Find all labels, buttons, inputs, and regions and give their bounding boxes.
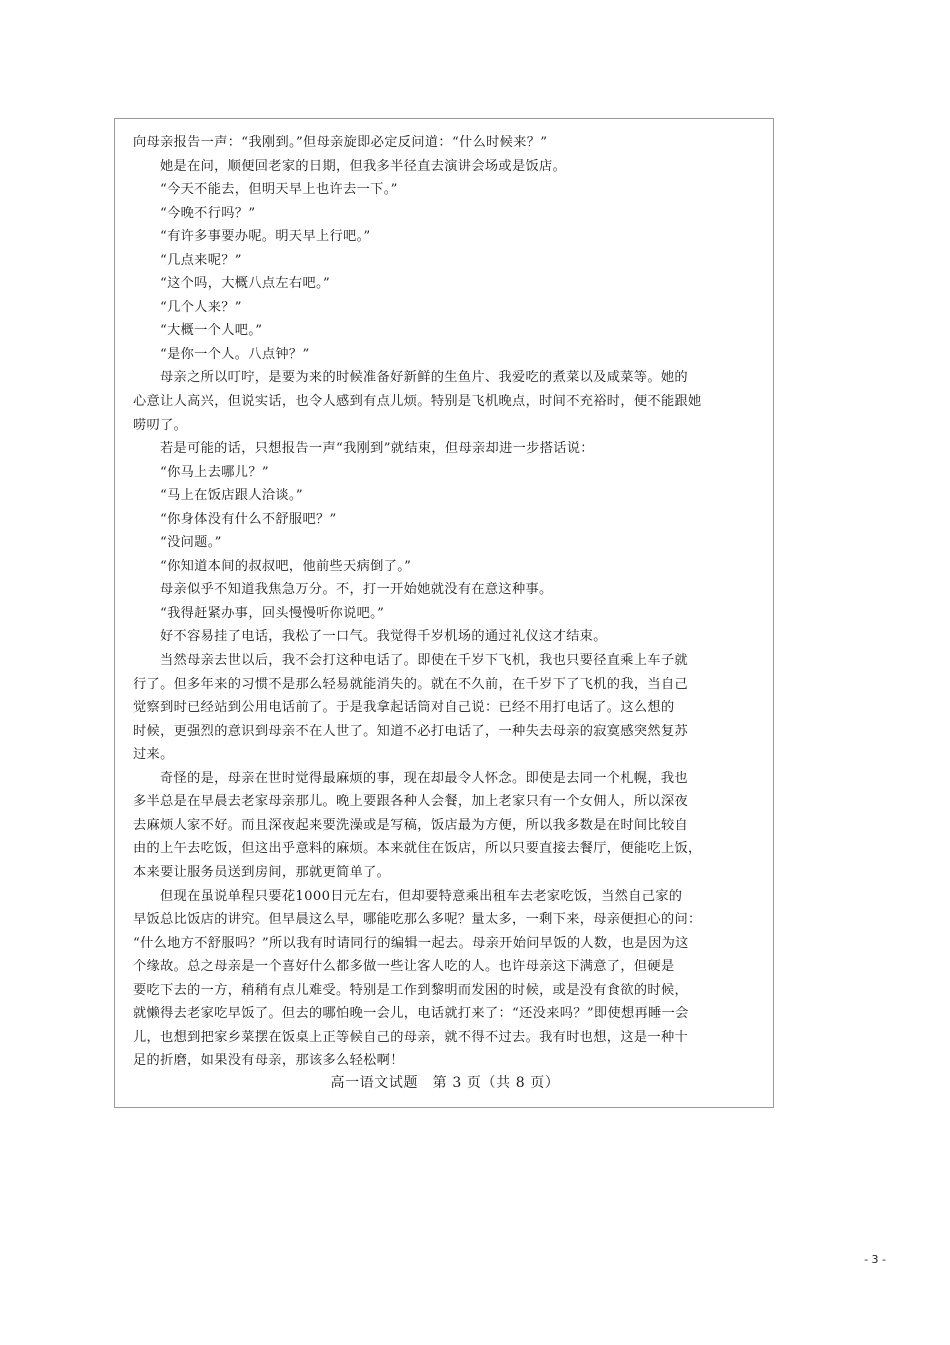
text-line: 向母亲报告一声：“我刚到。”但母亲旋即必定反问道：“什么时候来？”	[133, 135, 548, 150]
text-line: 她是在问，顺便回老家的日期，但我多半径直去演讲会场或是饭店。	[160, 158, 567, 174]
text-line: 足的折磨，如果没有母亲，那该多么轻松啊！	[133, 1053, 404, 1069]
text-line: 本来要让服务员送到房间，那就更简单了。	[133, 864, 391, 880]
text-line: 由的上午去吃饭，但这出乎意料的麻烦。本来就住在饭店，所以只要直接去餐厅，便能吃上饭，	[133, 841, 702, 857]
text-line: “我得赶紧办事，回头慢慢听你说吧。”	[160, 605, 385, 621]
text-line: “这个吗，大概八点左右吧。”	[160, 276, 331, 292]
text-line: “几个人来？”	[160, 299, 242, 315]
text-line: 当然母亲去世以后，我不会打这种电话了。即使在千岁下飞机，我也只要径直乘上车子就	[160, 653, 688, 669]
text-line: “是你一个人。八点钟？”	[160, 346, 310, 362]
text-line: 若是可能的话，只想报告一声“我刚到”就结束，但母亲却进一步搭话说：	[160, 441, 594, 457]
text-line: “马上在饭店跟人洽谈。”	[160, 488, 303, 504]
text-line: “几点来呢？”	[160, 252, 242, 268]
text-line: 但现在虽说单程只要花1000日元左右，但却要特意乘出租车去老家吃饭，当然自己家的	[160, 888, 683, 904]
page-number: - 3 -	[864, 1253, 886, 1266]
text-line: 唠叨了。	[133, 417, 188, 433]
scanned-page	[114, 118, 774, 1108]
text-line: 就懒得去老家吃早饭了。但去的哪怕晚一会儿，电话就打来了：“还没来吗？”即使想再睡一会	[133, 1006, 689, 1022]
text-line: “你知道本间的叔叔吧，他前些天病倒了。”	[160, 558, 412, 574]
text-line: “大概一个人吧。”	[160, 323, 263, 339]
text-line: “今天不能去，但明天早上也许去一下。”	[160, 182, 398, 198]
text-line: 母亲似乎不知道我焦急万分。不，打一开始她就没有在意这种事。	[160, 582, 553, 598]
text-line: 要吃下去的一方，稍稍有点儿难受。特别是工作到黎明而发困的时候，或是没有食欲的时候，	[133, 982, 689, 998]
text-line: “你身体没有什么不舒服吧？”	[160, 511, 337, 527]
text-line: 儿，也想到把家乡菜摆在饭桌上正等候自己的母亲，就不得不过去。我有时也想，这是一种十	[133, 1029, 689, 1045]
text-line: “今晚不行吗？”	[160, 205, 256, 221]
text-line: 去麻烦人家不好。而且深夜起来要洗澡或是写稿，饭店最为方便，所以我多数是在时间比较自	[133, 817, 689, 833]
text-line: “有许多事要办呢。明天早上行吧。”	[160, 229, 371, 245]
text-line: 早饭总比饭店的讲究。但早晨这么早，哪能吃那么多呢？量太多，一剩下来，母亲便担心的问：	[133, 912, 702, 928]
body-text	[133, 131, 757, 1073]
text-line: “没问题。”	[160, 535, 222, 551]
text-line: 多半总是在早晨去老家母亲那儿。晚上要跟各种人会餐，加上老家只有一个女佣人，所以深夜	[133, 794, 689, 810]
text-line: 行了。但多年来的习惯不是那么轻易就能消失的。就在不久前，在千岁下了飞机的我，当自己	[133, 676, 689, 692]
text-line: “什么地方不舒服吗？”所以我有时请同行的编辑一起去。母亲开始问早饭的人数，也是因为这	[133, 935, 689, 951]
text-line: 母亲之所以叮咛，是要为来的时候准备好新鲜的生鱼片、我爱吃的煮菜以及咸菜等。她的	[160, 370, 688, 386]
text-line: 心意让人高兴，但说实话，也令人感到有点儿烦。特别是飞机晚点，时间不充裕时，便不能跟她	[133, 394, 702, 410]
text-line: 过来。	[133, 747, 174, 763]
text-line: 个缘故。总之母亲是一个喜好什么都多做一些让客人吃的人。也许母亲这下满意了，但硬是	[133, 959, 675, 975]
text-line: “你马上去哪儿？”	[160, 464, 269, 480]
text-line: 觉察到时已经站到公用电话前了。于是我拿起话筒对自己说：已经不用打电话了。这么想的	[133, 700, 675, 716]
text-line: 奇怪的是，母亲在世时觉得最麻烦的事，现在却最令人怀念。即使是去同一个札幌，我也	[160, 770, 688, 786]
exam-footer: 高一语文试题 第 3 页（共 8 页）	[330, 1075, 560, 1091]
text-line: 时候，更强烈的意识到母亲不在人世了。知道不必打电话了，一种失去母亲的寂寞感突然复苏	[133, 723, 689, 739]
text-line: 好不容易挂了电话，我松了一口气。我觉得千岁机场的通过礼仪这才结束。	[160, 629, 607, 645]
